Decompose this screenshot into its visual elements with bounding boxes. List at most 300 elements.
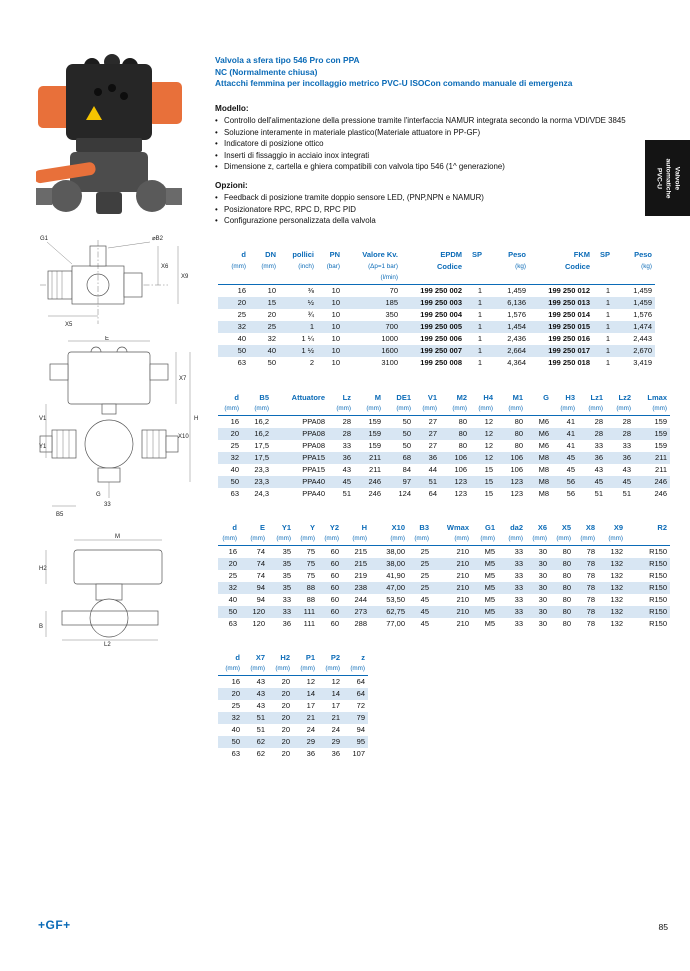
- column-header: X5: [561, 523, 571, 532]
- table-cell: 45: [420, 595, 429, 604]
- table-cell: 43: [256, 701, 265, 710]
- column-header: (mm): [574, 534, 598, 546]
- table-cell: 20: [281, 749, 290, 758]
- table-cell: 106: [454, 465, 467, 474]
- table-cell: 70: [389, 286, 398, 295]
- table-cell: 12: [484, 453, 493, 462]
- table-cell: 80: [562, 619, 571, 628]
- table-cell: 45: [420, 619, 429, 628]
- table-cell: 75: [306, 571, 315, 580]
- table-cell: 45: [420, 607, 429, 616]
- bullet-item: [215, 216, 677, 227]
- table-cell: 50: [402, 417, 411, 426]
- table-cell: 20: [237, 298, 246, 307]
- dimension-table-3-wrapper: [218, 652, 368, 760]
- column-header: (mm): [318, 534, 342, 546]
- table-cell: M5: [484, 571, 495, 580]
- table-cell: 25: [231, 701, 240, 710]
- column-header: (mm): [384, 404, 414, 416]
- table-cell: 199 250 004: [420, 310, 462, 319]
- table-cell: 6,136: [507, 298, 526, 307]
- table-cell: 20: [281, 713, 290, 722]
- bullet-icon: •: [215, 204, 218, 214]
- dimension-table-2-wrapper: [218, 522, 670, 630]
- table-cell: 29: [331, 737, 340, 746]
- table-row: [218, 606, 670, 618]
- table-cell: 56: [566, 477, 575, 486]
- table-cell: 106: [510, 453, 523, 462]
- table-cell: 33: [514, 619, 523, 628]
- table-row: [218, 712, 368, 724]
- table-cell: 20: [281, 725, 290, 734]
- table-cell: M8: [538, 465, 549, 474]
- dimension-table-3: [218, 652, 368, 760]
- table-cell: 51: [342, 489, 351, 498]
- table-cell: 16: [230, 417, 239, 426]
- table-cell: 78: [586, 571, 595, 580]
- table-cell: 68: [402, 453, 411, 462]
- table-cell: 36: [342, 453, 351, 462]
- dimension-table-1-wrapper: [218, 392, 670, 500]
- table-cell: 159: [654, 441, 667, 450]
- column-header: [485, 273, 529, 285]
- table-cell: 41: [566, 441, 575, 450]
- table-cell: 80: [562, 571, 571, 580]
- table-cell: PPA40: [302, 477, 325, 486]
- table-cell: 25: [420, 583, 429, 592]
- dim-label-b5: B5: [56, 512, 64, 518]
- bullet-item: [215, 151, 677, 162]
- page-title: [215, 55, 677, 90]
- table-cell: 45: [622, 477, 631, 486]
- bullet-icon: •: [215, 216, 218, 226]
- table-row: [218, 333, 655, 345]
- table-cell: 84: [402, 465, 411, 474]
- column-header: Valore Kv.: [362, 250, 398, 259]
- table-cell: 1000: [381, 334, 398, 343]
- column-header: H3: [565, 393, 575, 402]
- table-cell: 33: [622, 441, 631, 450]
- table-cell: 120: [252, 619, 265, 628]
- bullet-item: [215, 139, 677, 150]
- tab-line: Valvole: [673, 166, 680, 190]
- page-number: 85: [658, 922, 668, 932]
- table-row: [218, 416, 670, 429]
- column-header: (mm): [432, 534, 472, 546]
- table-cell: 32: [231, 713, 240, 722]
- table-cell: 16: [237, 286, 246, 295]
- bullet-icon: •: [215, 127, 218, 137]
- table-cell: 20: [267, 310, 276, 319]
- table-cell: 14: [306, 689, 315, 698]
- column-header: (mm): [496, 404, 526, 416]
- table-cell: 60: [330, 547, 339, 556]
- table-cell: 700: [385, 322, 398, 331]
- table-row: [218, 285, 655, 298]
- table-row: [218, 345, 655, 357]
- table-cell: 41: [566, 429, 575, 438]
- dim-label-x9: X9: [181, 274, 189, 280]
- table-cell: 30: [538, 619, 547, 628]
- table-cell: 10: [331, 322, 340, 331]
- table-cell: 50: [230, 477, 239, 486]
- table-cell: 47,00: [386, 583, 405, 592]
- table-cell: 35: [282, 571, 291, 580]
- column-header: [272, 404, 328, 416]
- table-cell: 1: [477, 322, 482, 331]
- column-header: d: [235, 653, 240, 662]
- column-header: (mm): [342, 534, 370, 546]
- table-cell: 1: [477, 310, 482, 319]
- column-header: [626, 534, 670, 546]
- table-cell: 199 250 018: [548, 358, 590, 367]
- table-cell: 111: [303, 607, 315, 616]
- table-row: [218, 618, 670, 630]
- table-cell: R150: [649, 559, 667, 568]
- table-row: [218, 546, 670, 559]
- technical-drawing-section: [38, 230, 203, 335]
- table-cell: 50: [402, 441, 411, 450]
- column-header: (mm): [634, 404, 670, 416]
- table-cell: 25: [420, 571, 429, 580]
- column-header: (l/min): [343, 273, 401, 285]
- column-header: Lz2: [618, 393, 631, 402]
- table-cell: PPA40: [302, 489, 325, 498]
- table-cell: 30: [538, 595, 547, 604]
- technical-drawing-front: [38, 336, 203, 531]
- bullet-item: [215, 193, 677, 204]
- bullet-text: Soluzione interamente in materiale plastico(Materiale attuatore in PP-GF): [224, 127, 481, 137]
- column-header: Codice: [564, 262, 590, 271]
- table-cell: 106: [510, 465, 523, 474]
- table-cell: 51: [594, 489, 603, 498]
- dim-label-b: B: [39, 624, 44, 630]
- column-header: X10: [391, 523, 405, 532]
- table-cell: 30: [538, 571, 547, 580]
- table-cell: 78: [586, 607, 595, 616]
- table-cell: 40: [228, 595, 237, 604]
- table-cell: 80: [562, 559, 571, 568]
- table-cell: 38,00: [386, 559, 405, 568]
- column-header: (mm): [343, 664, 368, 676]
- dimension-table-2: [218, 522, 670, 630]
- table-cell: 1: [605, 286, 610, 295]
- dim-label-l2: L2: [104, 642, 111, 647]
- table-cell: PPA08: [302, 441, 325, 450]
- modello-heading: Modello:: [215, 104, 249, 113]
- table-cell: 20: [281, 689, 290, 698]
- table-cell: 43: [256, 689, 265, 698]
- table-cell: 50: [228, 607, 237, 616]
- column-header: (mm): [354, 404, 384, 416]
- table-cell: 159: [368, 417, 381, 426]
- column-header: H: [361, 523, 367, 532]
- table-cell: 28: [622, 429, 631, 438]
- table-cell: 211: [655, 465, 667, 474]
- column-header: EPDM: [440, 250, 462, 259]
- table-cell: 10: [331, 346, 340, 355]
- title-line-2: NC (Normalmente chiusa): [215, 66, 318, 77]
- table-cell: 80: [562, 607, 571, 616]
- table-cell: 1,576: [633, 310, 652, 319]
- table-cell: 74: [256, 559, 265, 568]
- table-cell: 97: [402, 477, 411, 486]
- table-cell: 79: [356, 713, 365, 722]
- table-cell: 244: [354, 595, 367, 604]
- table-row: [218, 736, 368, 748]
- table-cell: 132: [610, 571, 623, 580]
- column-header: M: [374, 393, 381, 402]
- table-cell: 33: [594, 441, 603, 450]
- table-cell: 64: [428, 489, 437, 498]
- table-cell: 21: [306, 713, 315, 722]
- table-cell: 88: [306, 583, 315, 592]
- description-block: [215, 103, 677, 228]
- table-row: [218, 440, 670, 452]
- table-cell: 1,454: [507, 322, 526, 331]
- column-header: [465, 273, 485, 285]
- column-header: (mm): [268, 534, 294, 546]
- table-cell: 123: [510, 477, 523, 486]
- table-cell: 1,459: [633, 298, 652, 307]
- column-header: (mm): [440, 404, 470, 416]
- table-cell: 1 ¼: [301, 334, 314, 343]
- table-cell: 1600: [381, 346, 398, 355]
- table-cell: R150: [649, 619, 667, 628]
- table-cell: 15: [484, 489, 493, 498]
- table-cell: 246: [368, 489, 381, 498]
- column-header: [613, 273, 655, 285]
- column-header: [593, 273, 613, 285]
- dim-label-g1: G1: [40, 236, 49, 242]
- dim-label-y1: Y1: [39, 444, 47, 450]
- dim-label-x6: X6: [161, 264, 169, 270]
- column-header: [529, 273, 593, 285]
- table-row: [218, 297, 655, 309]
- bullet-text: Controllo dell'alimentazione della pressione tramite l'interfaccia NAMUR integrata secondo la norma VDI/VDE 3845: [224, 116, 626, 125]
- table-cell: 50: [237, 346, 246, 355]
- table-cell: 1: [309, 322, 314, 331]
- column-header: G: [543, 393, 549, 402]
- table-cell: 80: [514, 417, 523, 426]
- column-header: B5: [259, 393, 269, 402]
- table-cell: 33: [282, 607, 291, 616]
- table-row: [218, 357, 655, 369]
- column-header: (mm): [598, 534, 626, 546]
- table-cell: 51: [622, 489, 631, 498]
- table-cell: 80: [458, 429, 467, 438]
- table-cell: 246: [368, 477, 381, 486]
- column-header: [279, 273, 317, 285]
- table-cell: 15: [484, 465, 493, 474]
- table-cell: 80: [458, 417, 467, 426]
- column-header: X6: [537, 523, 547, 532]
- table-cell: 2: [309, 358, 314, 367]
- table-cell: 20: [231, 689, 240, 698]
- table-cell: 30: [538, 547, 547, 556]
- table-cell: 2,436: [507, 334, 526, 343]
- table-cell: 36: [594, 453, 603, 462]
- column-header: PN: [329, 250, 340, 259]
- table-cell: 159: [654, 417, 667, 426]
- table-cell: 12: [331, 677, 340, 686]
- table-cell: 32: [237, 322, 246, 331]
- table-cell: 62: [256, 749, 265, 758]
- table-cell: M8: [538, 489, 549, 498]
- table-cell: 3100: [381, 358, 398, 367]
- table-cell: 10: [331, 298, 340, 307]
- table-cell: M6: [538, 441, 549, 450]
- table-cell: 25: [237, 310, 246, 319]
- title-line-1: Valvola a sfera tipo 546 Pro con PPA: [215, 55, 360, 65]
- table-cell: 75: [306, 547, 315, 556]
- column-header: (mm): [606, 404, 634, 416]
- table-cell: 16,2: [254, 417, 269, 426]
- table-cell: 80: [562, 583, 571, 592]
- column-header: (Δp=1 bar): [368, 263, 398, 270]
- table-cell: 20: [281, 737, 290, 746]
- table-cell: 50: [231, 737, 240, 746]
- column-header: (mm): [318, 664, 343, 676]
- product-photo: [36, 50, 186, 240]
- table-cell: 33: [514, 595, 523, 604]
- table-cell: 88: [306, 595, 315, 604]
- table-cell: 75: [306, 559, 315, 568]
- technical-drawing-side: [38, 532, 198, 652]
- column-header: SP: [471, 250, 482, 259]
- column-header: (mm): [472, 534, 498, 546]
- bullet-item: [215, 128, 677, 139]
- table-cell: 25: [267, 322, 276, 331]
- table-cell: ½: [307, 298, 314, 307]
- table-row: [218, 748, 368, 760]
- table-cell: 10: [267, 286, 276, 295]
- dim-label-m: M: [115, 534, 120, 540]
- column-header: (mm): [240, 534, 268, 546]
- table-cell: 45: [342, 477, 351, 486]
- table-cell: 199 250 015: [548, 322, 590, 331]
- table-cell: 132: [610, 619, 623, 628]
- table-cell: 36: [428, 453, 437, 462]
- table-cell: 210: [456, 595, 469, 604]
- column-header: (mm): [526, 534, 550, 546]
- table-cell: 78: [586, 619, 595, 628]
- table-cell: 1: [477, 346, 482, 355]
- table-cell: 246: [654, 489, 667, 498]
- kv-code-table: [218, 249, 655, 369]
- table-row: [218, 428, 670, 440]
- column-header: (mm): [218, 534, 240, 546]
- table-cell: 78: [586, 583, 595, 592]
- table-cell: 94: [356, 725, 365, 734]
- table-cell: 159: [654, 429, 667, 438]
- actuator-body: [66, 64, 152, 140]
- bullet-text: Configurazione personalizzata della valvola: [224, 216, 376, 226]
- table-cell: 1: [605, 298, 610, 307]
- column-header: (mm): [243, 664, 268, 676]
- table-cell: PPA15: [302, 453, 325, 462]
- column-header: (mm): [218, 664, 243, 676]
- table-cell: 120: [252, 607, 265, 616]
- table-cell: 16: [228, 547, 237, 556]
- table-cell: 27: [428, 441, 437, 450]
- table-cell: M8: [538, 477, 549, 486]
- column-header: H4: [483, 393, 493, 402]
- dim-label-g: G: [96, 492, 101, 498]
- table-cell: 211: [369, 453, 381, 462]
- table-cell: 63: [237, 358, 246, 367]
- dim-label-33: 33: [104, 502, 111, 508]
- column-header: (inch): [298, 263, 314, 270]
- column-header: Peso: [508, 250, 526, 259]
- table-cell: 1,576: [507, 310, 526, 319]
- table-cell: 159: [368, 441, 381, 450]
- table-cell: 28: [622, 417, 631, 426]
- table-cell: 30: [538, 559, 547, 568]
- column-header: X9: [613, 523, 623, 532]
- table-cell: ¾: [307, 310, 314, 319]
- column-header: X7: [255, 653, 265, 662]
- table-cell: 40: [267, 346, 276, 355]
- table-cell: 273: [354, 607, 367, 616]
- table-cell: R150: [649, 595, 667, 604]
- table-cell: 199 250 012: [548, 286, 590, 295]
- column-header: V1: [427, 393, 437, 402]
- table-cell: 10: [331, 310, 340, 319]
- bullet-text: Feedback di posizione tramite doppio sensore LED, (PNP,NPN e NAMUR): [224, 192, 484, 202]
- column-header: M2: [456, 393, 467, 402]
- table-cell: R150: [649, 547, 667, 556]
- column-header: Attuatore: [291, 393, 325, 402]
- column-header: da2: [510, 523, 523, 532]
- table-cell: 210: [456, 559, 469, 568]
- valve-photo-illustration: [36, 50, 186, 235]
- column-header: [218, 273, 249, 285]
- table-cell: 199 250 008: [420, 358, 462, 367]
- table-cell: 78: [586, 547, 595, 556]
- table-cell: 123: [454, 477, 467, 486]
- table-cell: 210: [456, 571, 469, 580]
- table-cell: M8: [538, 453, 549, 462]
- table-cell: 80: [562, 595, 571, 604]
- table-row: [218, 476, 670, 488]
- table-cell: 17,5: [254, 441, 269, 450]
- table-cell: 10: [331, 334, 340, 343]
- table-cell: 60: [330, 607, 339, 616]
- table-cell: 44: [428, 465, 437, 474]
- table-cell: 43: [622, 465, 631, 474]
- table-cell: 210: [456, 619, 469, 628]
- table-cell: 77,00: [386, 619, 405, 628]
- table-cell: 132: [610, 607, 623, 616]
- dim-label-v1: V1: [39, 416, 47, 422]
- dim-label-e: E: [105, 336, 110, 342]
- opzioni-list: [215, 193, 677, 227]
- table-cell: 210: [456, 583, 469, 592]
- table-cell: 24: [331, 725, 340, 734]
- table-cell: 24,3: [254, 489, 269, 498]
- table-cell: PPA15: [302, 465, 325, 474]
- table-cell: 246: [654, 477, 667, 486]
- table-cell: 10: [331, 286, 340, 295]
- table-row: [218, 570, 670, 582]
- table-cell: 80: [514, 441, 523, 450]
- table-cell: 74: [256, 571, 265, 580]
- column-header: (mm): [231, 263, 246, 270]
- table-row: [218, 558, 670, 570]
- table-cell: 132: [610, 547, 623, 556]
- column-header: Lz1: [590, 393, 603, 402]
